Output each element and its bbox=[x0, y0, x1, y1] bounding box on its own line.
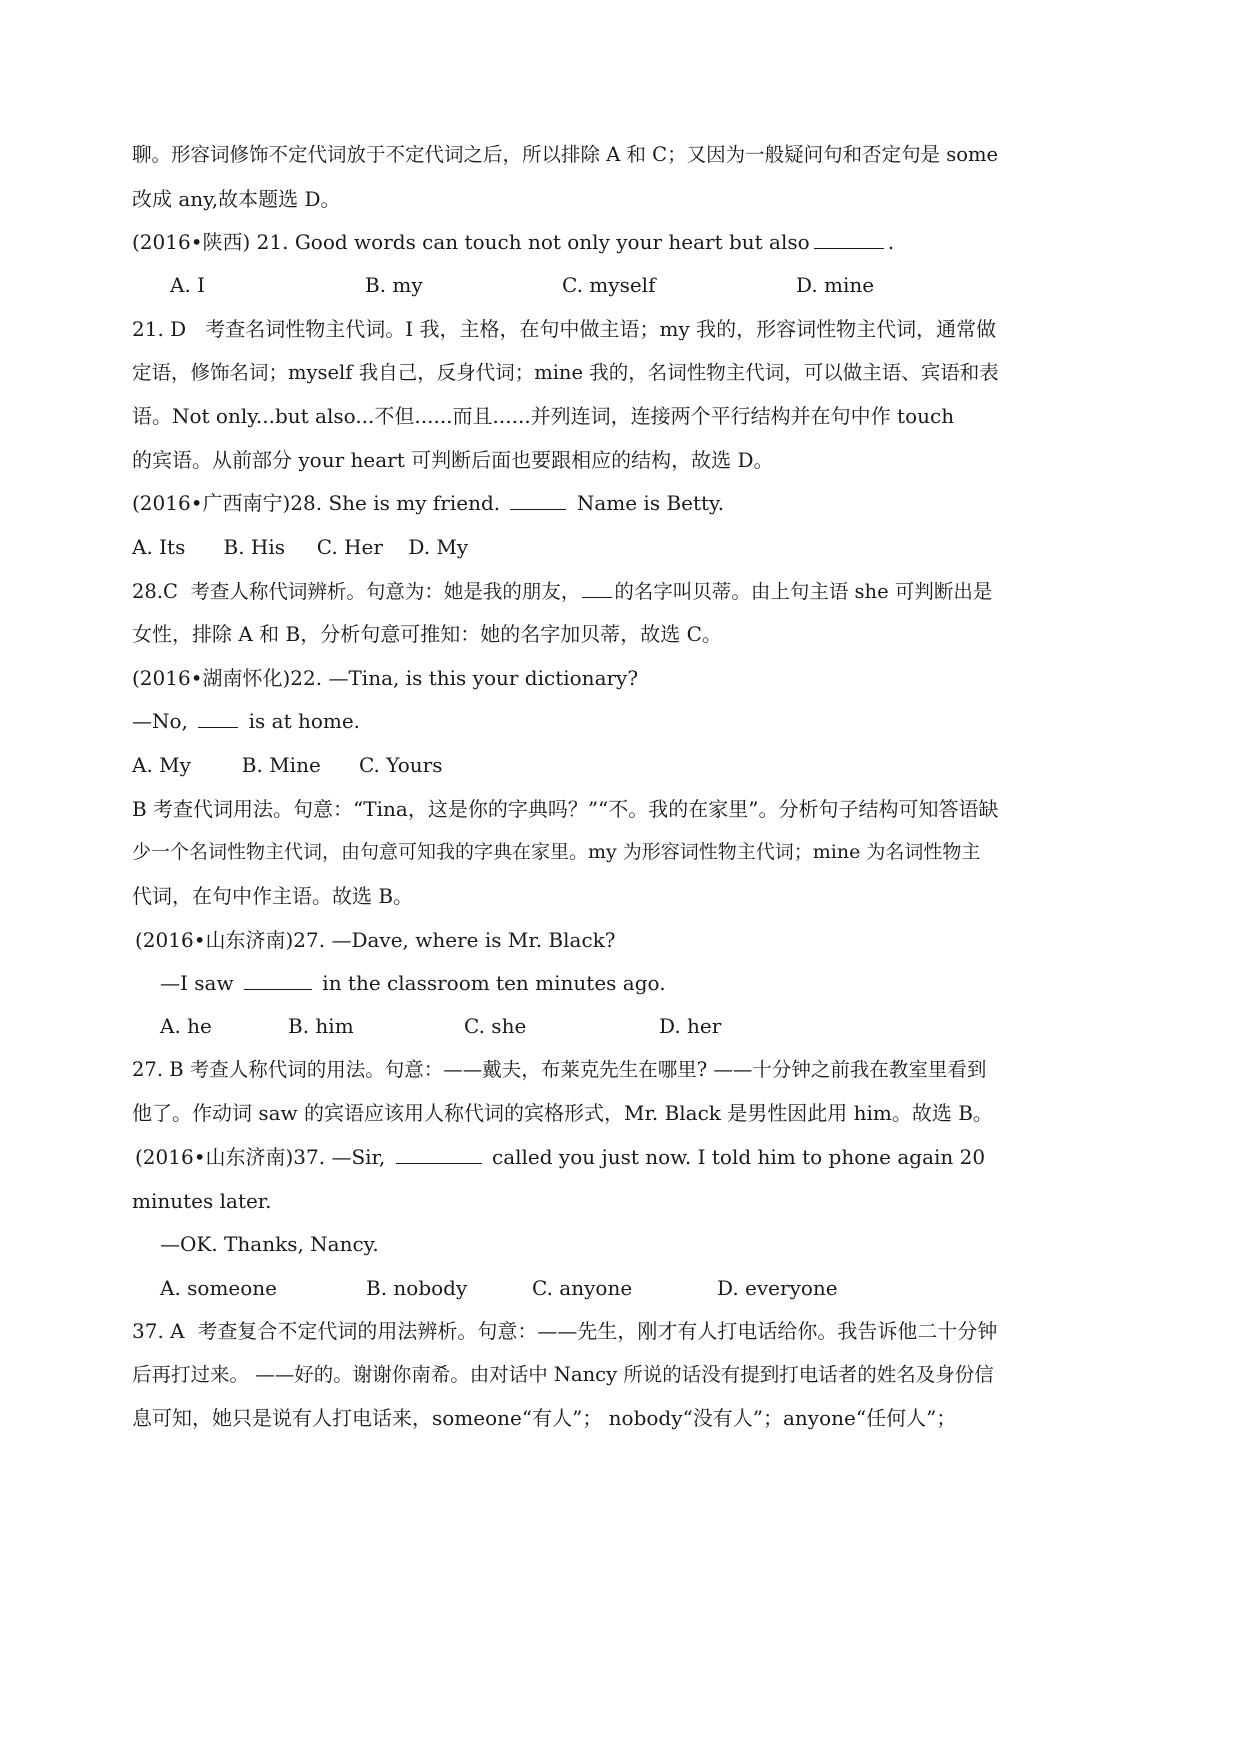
text-line: 聊。形容词修饰不定代词放于不定代词之后，所以排除 A 和 C；又因为一般疑问句和否定句是 some bbox=[132, 143, 999, 166]
answer-explanation: 息可知，她只是说有人打电话来，someone“有人”； nobody“没有人”；anyone“任何人”； bbox=[132, 1406, 957, 1430]
question-text: in the classroom ten minutes ago. bbox=[322, 971, 666, 995]
question-text: —I saw bbox=[160, 971, 234, 995]
answer-blank bbox=[198, 709, 238, 728]
question-text: (2016•陕西) 21. Good words can touch not only your heart but also bbox=[132, 230, 810, 254]
explanation-text: 28.C 考查人称代词辨析。句意为：她是我的朋友， bbox=[132, 580, 581, 603]
question-text: Name is Betty. bbox=[576, 491, 725, 515]
answer-explanation: 后再打过来。 ——好的。谢谢你南希。由对话中 Nancy 所说的话没有提到打电话者的姓名及身份信 bbox=[132, 1363, 994, 1386]
option-d: D. mine bbox=[796, 273, 875, 297]
question-text: (2016•广西南宁)28. She is my friend. bbox=[132, 491, 501, 515]
option-b: B. nobody bbox=[366, 1276, 468, 1300]
answer-explanation: 21. D 考查名词性物主代词。I 我，主格，在句中做主语；my 我的，形容词性物主代词，通常做 bbox=[132, 317, 997, 341]
option-d: D. her bbox=[659, 1014, 722, 1038]
question-37-reply: —OK. Thanks, Nancy. bbox=[160, 1232, 379, 1256]
option-c: C. myself bbox=[562, 273, 656, 297]
option-c: C. she bbox=[464, 1014, 527, 1038]
answer-explanation: 他了。作动词 saw 的宾语应该用人称代词的宾格形式，Mr. Black 是男性因此用 him。故选 B。 bbox=[132, 1101, 993, 1125]
explanation-text: 的名字叫贝蒂。由上句主语 she 可判断出是 bbox=[614, 580, 993, 603]
question-37 bbox=[135, 1145, 985, 1169]
question-text: minutes later. bbox=[132, 1189, 272, 1213]
answer-explanation: 语。Not only...but also...不但......而且......并列连词，连接两个平行结构并在句中作 touch bbox=[132, 404, 955, 428]
answer-explanation bbox=[132, 579, 992, 604]
option-b: B. my bbox=[365, 273, 423, 297]
option-a: A. he bbox=[160, 1014, 212, 1038]
question-text: —No, bbox=[132, 709, 188, 733]
answer-explanation: 女性，排除 A 和 B，分析句意可推知：她的名字加贝蒂，故选 C。 bbox=[132, 622, 722, 646]
options-row: A. Its B. His C. Her D. My bbox=[132, 535, 469, 559]
question-text: called you just now. I told him to phone again 20 bbox=[492, 1145, 986, 1169]
answer-blank bbox=[396, 1145, 482, 1164]
answer-explanation: B 考查代词用法。句意：“Tina，这是你的字典吗？”“不。我的在家里”。分析句子结构可知答语缺 bbox=[132, 797, 999, 821]
option-b: B. him bbox=[288, 1014, 354, 1038]
text-line: 改成 any,故本题选 D。 bbox=[132, 187, 341, 211]
question-28 bbox=[132, 491, 724, 515]
answer-explanation: 37. A 考查复合不定代词的用法辨析。句意：——先生，刚才有人打电话给你。我告诉他二十分钟 bbox=[132, 1319, 998, 1343]
question-21 bbox=[132, 230, 894, 254]
answer-explanation: 定语，修饰名词；myself 我自己，反身代词；mine 我的，名词性物主代词，可以做主语、宾语和表 bbox=[132, 361, 999, 384]
answer-blank bbox=[814, 230, 884, 249]
question-22-reply bbox=[132, 709, 360, 733]
option-d: D. everyone bbox=[717, 1276, 838, 1300]
question-text: is at home. bbox=[248, 709, 361, 733]
question-22: (2016•湖南怀化)22. —Tina, is this your dictionary? bbox=[132, 666, 639, 690]
answer-blank bbox=[582, 579, 612, 598]
answer-explanation: 代词，在句中作主语。故选 B。 bbox=[132, 884, 414, 908]
options-row: A. My B. Mine C. Yours bbox=[132, 753, 443, 777]
answer-explanation: 27. B 考查人称代词的用法。句意：——戴夫，布莱克先生在哪里? ——十分钟之前我在教室里看到 bbox=[132, 1058, 987, 1081]
question-text: (2016•山东济南)37. —Sir, bbox=[135, 1145, 386, 1169]
question-27-reply bbox=[160, 971, 666, 995]
option-a: A. I bbox=[170, 273, 206, 297]
answer-blank bbox=[510, 491, 566, 510]
option-a: A. someone bbox=[160, 1276, 278, 1300]
answer-explanation: 的宾语。从前部分 your heart 可判断后面也要跟相应的结构，故选 D。 bbox=[132, 448, 774, 472]
option-c: C. anyone bbox=[532, 1276, 633, 1300]
question-27: (2016•山东济南)27. —Dave, where is Mr. Black? bbox=[135, 928, 616, 952]
question-text: . bbox=[887, 230, 895, 254]
answer-explanation: 少一个名词性物主代词，由句意可知我的字典在家里。my 为形容词性物主代词；mine 为名词性物主 bbox=[132, 841, 981, 863]
answer-blank bbox=[244, 971, 312, 990]
